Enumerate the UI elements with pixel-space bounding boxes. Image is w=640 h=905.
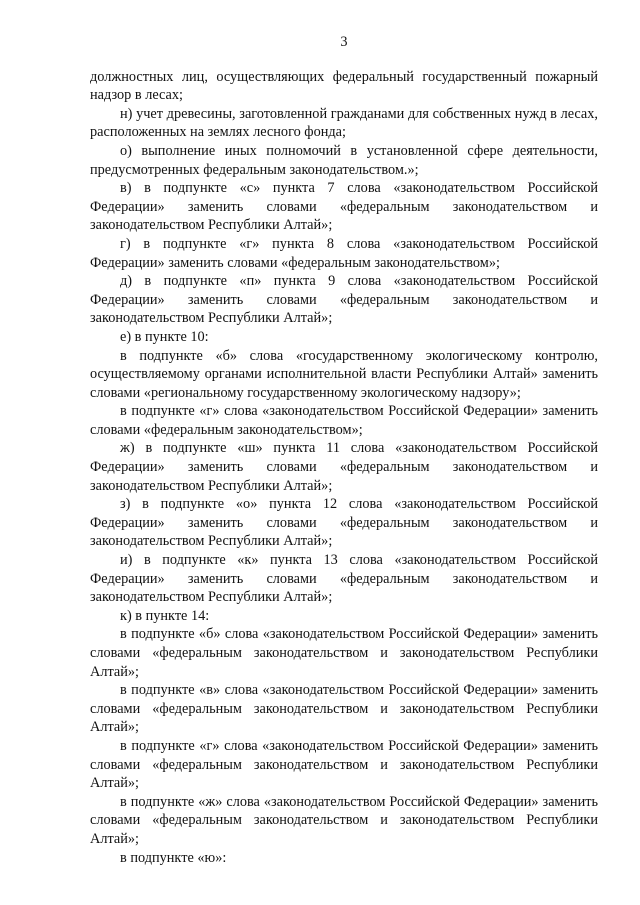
paragraph: в подпункте «г» слова «законодательством Российской Федерации» заменить словами «федеральным законодательством и законодательством Республики Алтай»; (90, 737, 598, 792)
paragraph: и) в подпункте «к» пункта 13 слова «законодательством Российской Федерации» заменить словами «федеральным законодательством и законодательством Республики Алтай»; (90, 552, 598, 606)
document-page (90, 33, 598, 867)
paragraph: в подпункте «ж» слова «законодательством Российской Федерации» заменить словами «федеральным законодательством и законодательством Республики Алтай»; (90, 793, 598, 847)
paragraph: ж) в подпункте «ш» пункта 11 слова «законодательством Российской Федерации» заменить словами «федеральным законодательством и законодательством Республики Алтай»; (90, 440, 598, 494)
paragraph: в подпункте «б» слова «законодательством Российской Федерации» заменить словами «федеральным законодательством и законодательством Республики Алтай»; (90, 626, 598, 680)
document-body (90, 68, 598, 868)
paragraph: в подпункте «ю»: (120, 849, 227, 866)
paragraph: должностных лиц, осуществляющих федеральный государственный пожарный надзор в лесах; (90, 68, 598, 104)
paragraph: г) в подпункте «г» пункта 8 слова «законодательством Российской Федерации» заменить словами «федеральным законодательством»; (90, 235, 598, 271)
paragraph: е) в пункте 10: (120, 328, 209, 345)
page-number: 3 (340, 34, 348, 50)
paragraph: з) в подпункте «о» пункта 12 слова «законодательством Российской Федерации» заменить словами «федеральным законодательством и законодательством Республики Алтай»; (90, 496, 598, 550)
paragraph: д) в подпункте «п» пункта 9 слова «законодательством Российской Федерации» заменить словами «федеральным законодательством и законодательством Республики Алтай»; (90, 273, 598, 327)
paragraph: н) учет древесины, заготовленной гражданами для собственных нужд в лесах, расположенных на землях лесного фонда; (90, 105, 598, 141)
paragraph: в) в подпункте «с» пункта 7 слова «законодательством Российской Федерации» заменить словами «федеральным законодательством и законодательством Республики Алтай»; (90, 180, 598, 234)
paragraph: о) выполнение иных полномочий в установленной сфере деятельности, предусмотренных федеральным законодательством.»; (90, 142, 598, 178)
paragraph: в подпункте «в» слова «законодательством Российской Федерации» заменить словами «федеральным законодательством и законодательством Республики Алтай»; (90, 682, 598, 736)
paragraph: к) в пункте 14: (120, 607, 210, 624)
paragraph: в подпункте «г» слова «законодательством Российской Федерации» заменить словами «федеральным законодательством»; (90, 403, 598, 438)
paragraph: в подпункте «б» слова «государственному экологическому контролю, осуществляемому органами исполнительной власти Республики Алтай» заменить словами «региональному государственному экологическому надзору»; (90, 347, 598, 401)
